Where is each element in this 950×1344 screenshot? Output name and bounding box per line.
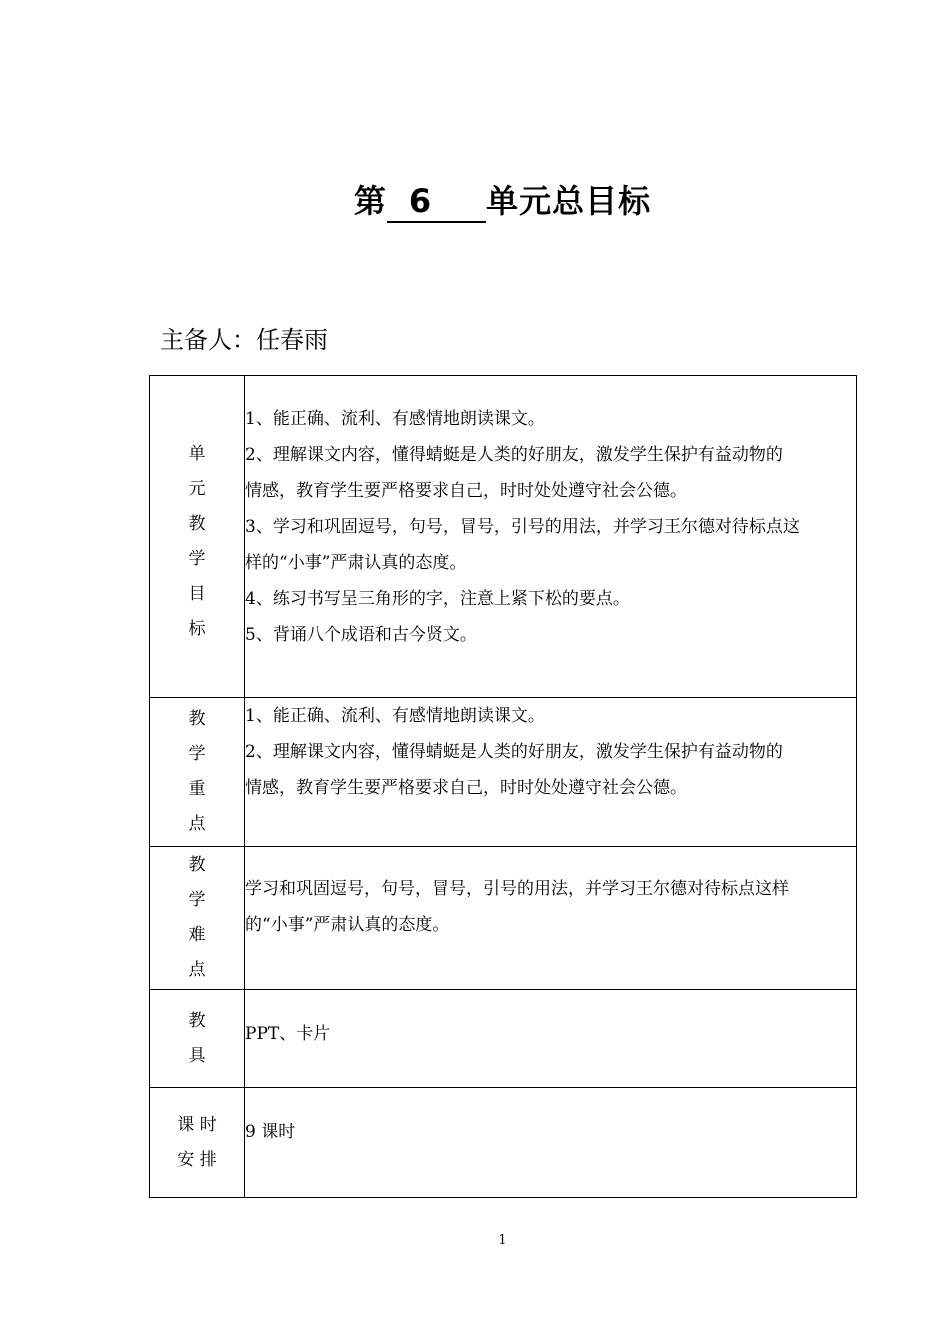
title-prefix: 第 <box>353 182 387 220</box>
table-row-difficulties <box>150 847 857 990</box>
row-content-unit-goals <box>245 376 857 698</box>
content-line: 样的“小事”严肃认真的态度。 <box>245 553 467 573</box>
label-char: 学 <box>188 744 206 764</box>
content-line: 2、理解课文内容，懂得蜻蜓是人类的好朋友，激发学生保护有益动物的 <box>245 445 783 465</box>
content-line: 9 课时 <box>245 1122 296 1142</box>
row-content-schedule <box>245 1088 857 1198</box>
page-number: 1 <box>498 1233 507 1248</box>
unit-number-blank <box>387 181 442 223</box>
content-line: 情感，教育学生要严格要求自己，时时处处遵守社会公德。 <box>245 481 687 501</box>
row-label-key-points <box>150 698 245 847</box>
unit-plan-table <box>149 375 857 1198</box>
label-char: 单 <box>188 443 206 464</box>
content-line: 的“小事”严肃认真的态度。 <box>245 915 450 935</box>
unit-number: 6 <box>408 182 433 220</box>
row-label-schedule <box>150 1088 245 1198</box>
label-char: 教 <box>188 709 206 729</box>
content-line: 1、能正确、流利、有感情地朗读课文。 <box>245 409 545 429</box>
content-line: 2、理解课文内容，懂得蜻蜓是人类的好朋友，激发学生保护有益动物的 <box>245 742 783 762</box>
label-char: 点 <box>188 814 206 834</box>
row-label-unit-goals <box>150 376 245 698</box>
content-line: PPT、卡片 <box>245 1024 331 1044</box>
label-char: 难 <box>188 925 206 945</box>
label-char: 教 <box>188 513 206 534</box>
label-char: 目 <box>188 583 206 604</box>
label-char: 安 排 <box>177 1149 217 1170</box>
row-label-teaching-aids <box>150 990 245 1088</box>
label-char: 学 <box>188 890 206 910</box>
label-char: 点 <box>188 960 206 980</box>
label-char: 元 <box>188 478 206 499</box>
table-row-teaching-aids <box>150 990 857 1088</box>
table-row-key-points <box>150 698 857 847</box>
row-content-key-points <box>245 698 857 847</box>
content-line: 3、学习和巩固逗号，句号，冒号，引号的用法，并学习王尔德对待标点这 <box>245 517 800 537</box>
row-content-teaching-aids <box>245 990 857 1088</box>
table-row-unit-goals <box>150 376 857 698</box>
title-underline <box>442 181 486 223</box>
content-line: 学习和巩固逗号，句号，冒号，引号的用法，并学习王尔德对待标点这样 <box>245 879 789 899</box>
content-line: 5、背诵八个成语和古今贤文。 <box>245 625 477 645</box>
table-row-schedule <box>150 1088 857 1198</box>
label-char: 标 <box>188 618 206 639</box>
label-char: 教 <box>188 855 206 875</box>
row-label-difficulties <box>150 847 245 990</box>
title-suffix: 单元总目标 <box>486 182 652 220</box>
content-line: 1、能正确、流利、有感情地朗读课文。 <box>245 706 545 726</box>
label-char: 学 <box>188 548 206 569</box>
content-line: 情感，教育学生要严格要求自己，时时处处遵守社会公德。 <box>245 778 687 798</box>
label-char: 重 <box>188 779 206 799</box>
author-line: 主备人：任春雨 <box>160 326 328 354</box>
row-content-difficulties <box>245 847 857 990</box>
page-title <box>0 176 950 223</box>
label-char: 课 时 <box>177 1114 217 1135</box>
label-char: 教 <box>188 1010 206 1031</box>
content-line: 4、练习书写呈三角形的字，注意上紧下松的要点。 <box>245 589 630 609</box>
label-char: 具 <box>188 1045 206 1066</box>
